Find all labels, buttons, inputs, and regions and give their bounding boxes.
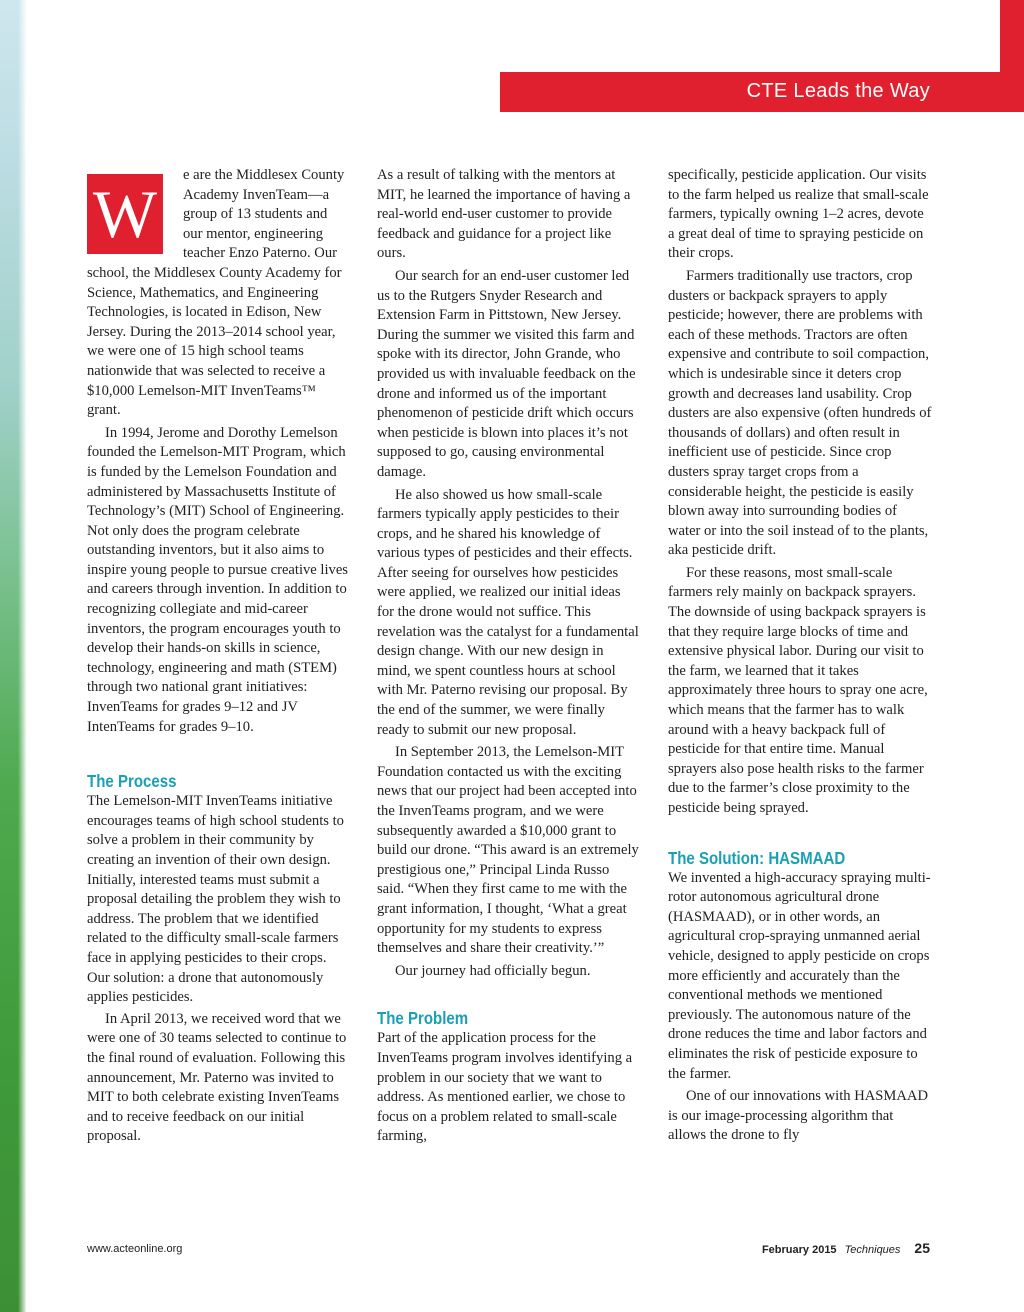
paragraph: One of our innovations with HASMAAD is our image-processing algorithm that allows the drone to fly bbox=[668, 1088, 929, 1144]
drop-cap: W bbox=[87, 174, 163, 254]
page-number: 25 bbox=[914, 1240, 930, 1256]
paragraph: As a result of talking with the mentors at MIT, he learned the importance of having a real-world end-user customer to provide feedback and guidance for a project like ours. bbox=[377, 167, 631, 262]
footer-website-url: www.acteonline.org bbox=[87, 1243, 183, 1255]
heading-the-solution: The Solution: HASMAAD bbox=[668, 847, 846, 868]
article-column-1 bbox=[87, 166, 349, 1147]
article-column-3 bbox=[668, 166, 932, 1146]
paragraph: Farmers traditionally use tractors, crop dusters or backpack sprayers to apply pesticide; however, there are problems with each of these methods. Tractors are often expensive and contribute to soil compaction, which is undesirable since it deters crop growth and decreases land usability. Crop dusters are also expensive (often hundreds of thousands of dollars) and often result in inefficient use of pesticide. Since crop dusters spray target crops from a considerable height, the pesticide is easily blown away into surrounding bodies of water or into the soil instead of to the plants, aka pesticide drift. bbox=[668, 267, 932, 559]
section-header-bar bbox=[500, 72, 1024, 112]
paragraph: He also showed us how small-scale farmers typically apply pesticides to their crops, and he shared his knowledge of various types of pesticides and their effects. After seeing for ourselves how pesticides were applied, we realized our initial ideas for the drone would not suffice. This revelation was the catalyst for a fundamental design change. With our new design in mind, we spent countless hours at school with Mr. Paterno revising our proposal. By the end of the summer, we were finally ready to submit our new proposal. bbox=[377, 486, 639, 738]
article-column-2 bbox=[377, 166, 639, 1147]
paragraph: Our journey had officially begun. bbox=[395, 962, 591, 979]
heading-the-problem: The Problem bbox=[377, 1008, 469, 1029]
paragraph: For these reasons, most small-scale farmers rely mainly on backpack sprayers. The downside of using backpack sprayers is that they require large blocks of time and extensive physical labor. During our visit to the farm, we learned that it takes approximately three hours to spray one acre, which means that the farmer has to walk around with a heavy backpack full of pesticide for that entire time. Manual sprayers also pose health risks to the farmer due to the farmer’s close proximity to the pesticide being sprayed. bbox=[668, 564, 928, 816]
footer-magazine-name: Techniques bbox=[844, 1244, 901, 1256]
paragraph: In 1994, Jerome and Dorothy Lemelson founded the Lemelson-MIT Program, which is funded by the Lemelson Foundation and administered by Massachusetts Institute of Technology’s (MIT) School of Engineering. Not only does the program celebrate outstanding inventors, but it also aims to inspire young people to pursue creative lives and careers through invention. In addition to recognizing collegiate and mid-career inventors, the program encourages youth to develop their hands-on skills in science, technology, engineering and math (STEM) through two national grant initiatives: InvenTeams for grades 9–12 and JV IntenTeams for grades 9–10. bbox=[87, 424, 348, 735]
paragraph: specifically, pesticide application. Our visits to the farm helped us realize that small-scale farmers, typically owning 1–2 acres, devote a great deal of time to spraying pesticide on their crops. bbox=[668, 167, 929, 262]
section-title: CTE Leads the Way bbox=[746, 80, 930, 102]
footer-date: February 2015 bbox=[761, 1244, 837, 1256]
paragraph: We invented a high-accuracy spraying multi-rotor autonomous agricultural drone (HASMAAD), or in other words, an agricultural crop-spraying unmanned aerial vehicle, designed to apply pesticide on crops more efficiently and accurately than the conventional methods we mentioned previously. The autonomous nature of the drone reduces the time and labor factors and eliminates the risk of pesticide exposure to the farmer. bbox=[668, 869, 931, 1082]
paragraph: Part of the application process for the InvenTeams program involves identifying a problem in our society that we want to address. As mentioned earlier, we chose to focus on a problem related to small-scale farming, bbox=[377, 1030, 633, 1145]
paragraph: In September 2013, the Lemelson-MIT Foundation contacted us with the exciting news that our project had been accepted into the InvenTeams program, and we were subsequently awarded a $10,000 grant to build our drone. “This award is an extremely prestigious one,” Principal Linda Russo said. “When they first came to me with the grant information, I thought, ‘What a great opportunity for my students to express themselves and share their creativity.’” bbox=[377, 744, 639, 957]
paragraph: Our search for an end-user customer led us to the Rutgers Snyder Research and Extension Farm in Pittstown, New Jersey. During the summer we visited this farm and spoke with its director, John Grande, who provided us with invaluable feedback on the drone and informed us of the important phenomenon of pesticide drift which occurs when pesticide is blown into places it’s not supposed to go, causing environmental damage. bbox=[377, 267, 636, 480]
heading-the-process: The Process bbox=[87, 771, 177, 792]
left-edge-image-strip bbox=[0, 0, 26, 1312]
paragraph: The Lemelson-MIT InvenTeams initiative encourages teams of high school students to solve a problem in their community by creating an invention of their own design. Initially, interested teams must submit a proposal detailing the problem they wish to address. The problem that we identified related to the difficulty small-scale farmers face in applying pesticides to their crops. Our solution: a drone that autonomously applies pesticides. bbox=[87, 793, 344, 1006]
top-right-red-tab bbox=[1000, 0, 1024, 72]
paragraph: In April 2013, we received word that we were one of 30 teams selected to continue to the final round of evaluation. Following this announcement, Mr. Paterno was invited to MIT to both celebrate existing InvenTeams and to receive feedback on our initial proposal. bbox=[87, 1010, 347, 1145]
footer-issue-info bbox=[762, 1240, 930, 1256]
paragraph: e are the Middlesex County Academy InvenTeam—a group of 13 students and our mentor, engineering teacher Enzo Paterno. Our school, the Middlesex County Academy for Science, Mathematics, and Engineering Technologies, is located in Edison, New Jersey. During the 2013–2014 school year, we were one of 15 high school teams nationwide that was selected to receive a $10,000 Lemelson-MIT InvenTeams™ grant. bbox=[87, 167, 345, 419]
